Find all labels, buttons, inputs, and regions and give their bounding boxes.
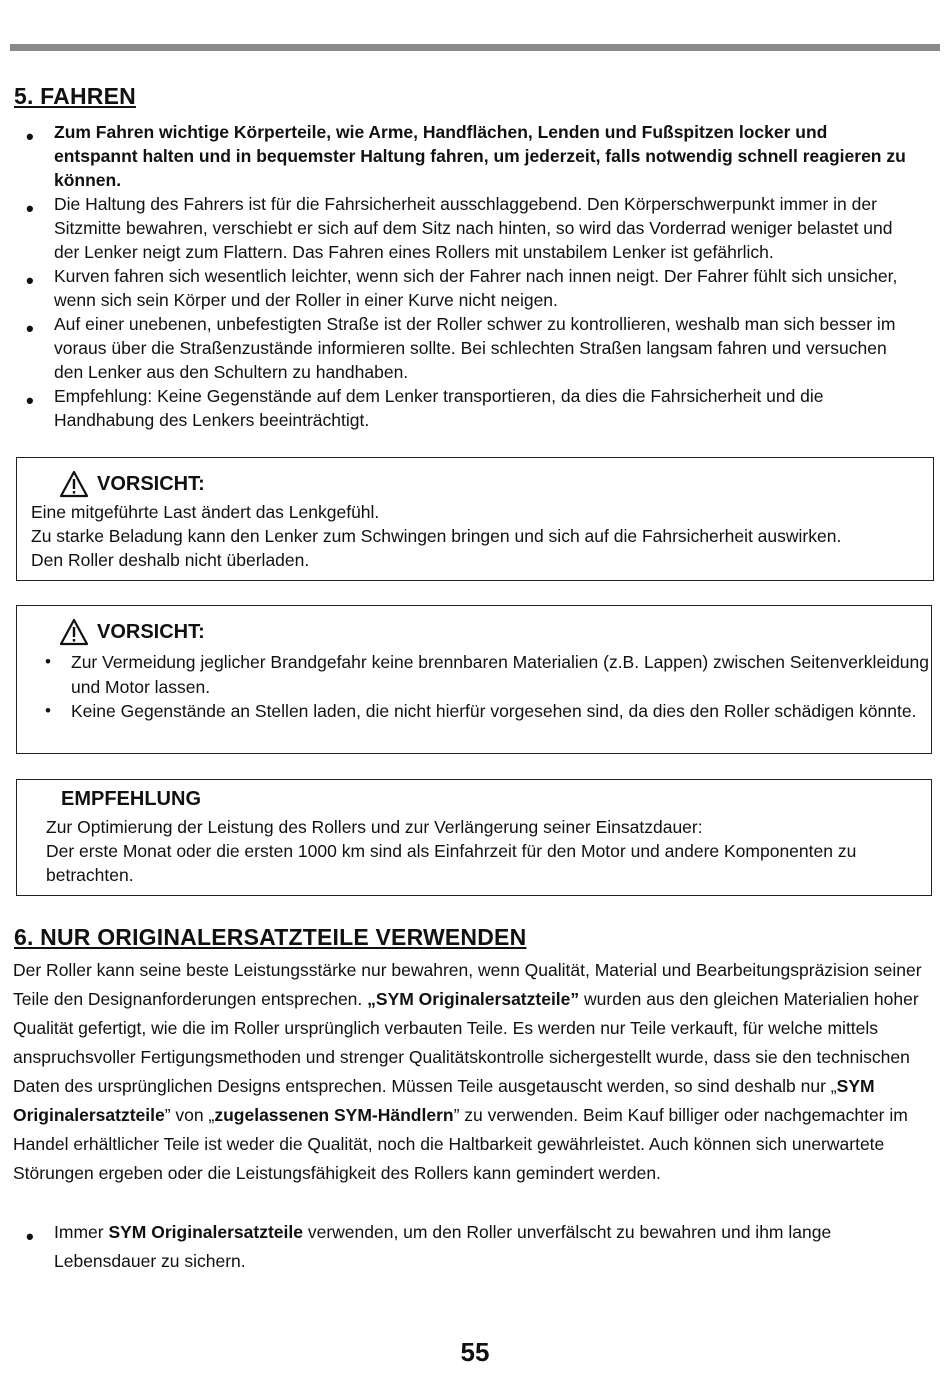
caution-title: VORSICHT: bbox=[97, 472, 205, 495]
top-rule bbox=[10, 44, 940, 51]
caution-line: Den Roller deshalb nicht überladen. bbox=[31, 550, 310, 570]
section-6-bullet-list bbox=[14, 1218, 914, 1276]
section-5-bullet-list bbox=[14, 120, 914, 432]
bullet-icon: • bbox=[45, 701, 51, 720]
brand-emphasis: SYM Originalersatzteile bbox=[108, 1222, 303, 1242]
list-item bbox=[14, 312, 914, 384]
warning-triangle-icon bbox=[59, 470, 89, 498]
bullet-icon: • bbox=[26, 268, 34, 293]
recommendation-line: Zur Optimierung der Leistung des Rollers und zur Verlängerung seiner Einsatzdauer: bbox=[46, 817, 703, 837]
bullet-icon: • bbox=[26, 196, 34, 221]
section-6-paragraph bbox=[13, 956, 923, 1188]
brand-emphasis: „SYM Originalersatzteile” bbox=[367, 989, 580, 1009]
warning-triangle-icon bbox=[59, 618, 89, 646]
list-item bbox=[17, 699, 931, 724]
paragraph-text: ” von „ bbox=[164, 1105, 215, 1125]
list-item-text: Keine Gegenstände an Stellen laden, die nicht hierfür vorgesehen sind, da dies den Roller schädigen könnte. bbox=[71, 701, 917, 721]
paragraph-text: Der Roller kann seine beste Leistungsstärke nur bewahren, wenn Qualität, Material und Bearbeitungspräzision seiner Teile den Designanforderungen entsprechen. bbox=[13, 960, 922, 1009]
caution-line: Zu starke Beladung kann den Lenker zum Schwingen bringen und sich auf die Fahrsicherheit auswirken. bbox=[31, 526, 842, 546]
section-5-heading: 5. FAHREN bbox=[14, 83, 136, 109]
bullet-icon: • bbox=[26, 124, 34, 149]
page-number: 55 bbox=[460, 1337, 490, 1367]
list-item bbox=[14, 1218, 914, 1276]
caution-title-row bbox=[59, 470, 933, 498]
bullet-icon: • bbox=[26, 1224, 34, 1249]
bullet-icon: • bbox=[26, 388, 34, 413]
list-item bbox=[14, 192, 914, 264]
bullet-icon: • bbox=[26, 316, 34, 341]
recommendation-title: EMPFEHLUNG bbox=[61, 788, 201, 810]
brand-emphasis: SYM Originalersatzteile bbox=[13, 1076, 875, 1125]
list-item-text: Empfehlung: Keine Gegenstände auf dem Lenker transportieren, da dies die Fahrsicherheit und die Handhabung des Lenkers beeinträchtigt. bbox=[54, 386, 824, 430]
list-item-text: Zur Vermeidung jeglicher Brandgefahr keine brennbaren Materialien (z.B. Lappen) zwischen Seitenverkleidung und Motor lassen. bbox=[71, 652, 929, 697]
list-item bbox=[17, 650, 931, 699]
list-item-text: verwenden, um den Roller unverfälscht zu bewahren und ihm lange Lebensdauer zu sichern. bbox=[54, 1222, 832, 1271]
caution-box-load bbox=[16, 457, 934, 581]
dealer-emphasis: zugelassenen SYM-Händlern bbox=[214, 1105, 454, 1125]
list-item-text: Kurven fahren sich wesentlich leichter, wenn sich der Fahrer nach innen neigt. Der Fahrer fühlt sich unsicher, wenn sich sein Körper und der Roller in einer Kurve nicht neigen. bbox=[54, 266, 898, 310]
paragraph-text: wurden aus den gleichen Materialien hoher Qualität gefertigt, wie die im Roller ursprünglich verbauten Teile. Es werden nur Teile verkauft, für welche mittels anspruchsvoller Fertigungsmethoden und strenger Qualitätskontrolle sichergestellt wurde, dass sie den technischen Daten des ursprünglichen Designs entsprechen. Müssen Teile ausgetauscht werden, so sind deshalb nur „ bbox=[13, 989, 919, 1096]
list-item-text: Zum Fahren wichtige Körperteile, wie Arme, Handflächen, Lenden und Fußspitzen locker und entspannt halten und in bequemster Haltung fahren, um jederzeit, falls notwendig schnell reagieren zu können. bbox=[54, 122, 906, 190]
caution-box-fire bbox=[16, 605, 932, 754]
section-6-heading: 6. NUR ORIGINALERSATZTEILE VERWENDEN bbox=[14, 924, 527, 950]
caution-list bbox=[17, 650, 931, 724]
list-item-text: Die Haltung des Fahrers ist für die Fahrsicherheit ausschlaggebend. Den Körperschwerpunkt immer in der Sitzmitte bewahren, verschiebt er sich auf dem Sitz nach hinten, so wird das Vorderrad weniger belastet und der Lenker neigt zum Flattern. Das Fahren eines Rollers mit unstabilem Lenker ist gefährlich. bbox=[54, 194, 893, 262]
list-item-text: Immer bbox=[54, 1222, 109, 1242]
recommendation-line: Der erste Monat oder die ersten 1000 km sind als Einfahrzeit für den Motor und andere Komponenten zu betrachten. bbox=[46, 841, 857, 885]
recommendation-box bbox=[16, 779, 932, 896]
caution-line: Eine mitgeführte Last ändert das Lenkgefühl. bbox=[31, 502, 380, 522]
paragraph-text: ” zu verwenden. Beim Kauf billiger oder nachgemachter im Handel erhältlicher Teile ist weder die Qualität, noch die Haltbarkeit gewährleistet. Auch können sich unerwartete Störungen ergeben oder die Leistungsfähigkeit des Rollers kann gemindert werden. bbox=[13, 1105, 908, 1183]
list-item bbox=[14, 264, 914, 312]
list-item-text: Auf einer unebenen, unbefestigten Straße ist der Roller schwer zu kontrollieren, weshalb man sich besser im voraus über die Straßenzustände informieren sollte. Bei schlechten Straßen langsam fahren und versuchen den Lenker aus den Schultern zu handhaben. bbox=[54, 314, 896, 382]
list-item bbox=[14, 120, 914, 192]
list-item bbox=[14, 384, 914, 432]
caution-title: VORSICHT: bbox=[97, 620, 205, 643]
bullet-icon: • bbox=[45, 652, 51, 671]
caution-title-row bbox=[59, 618, 931, 646]
